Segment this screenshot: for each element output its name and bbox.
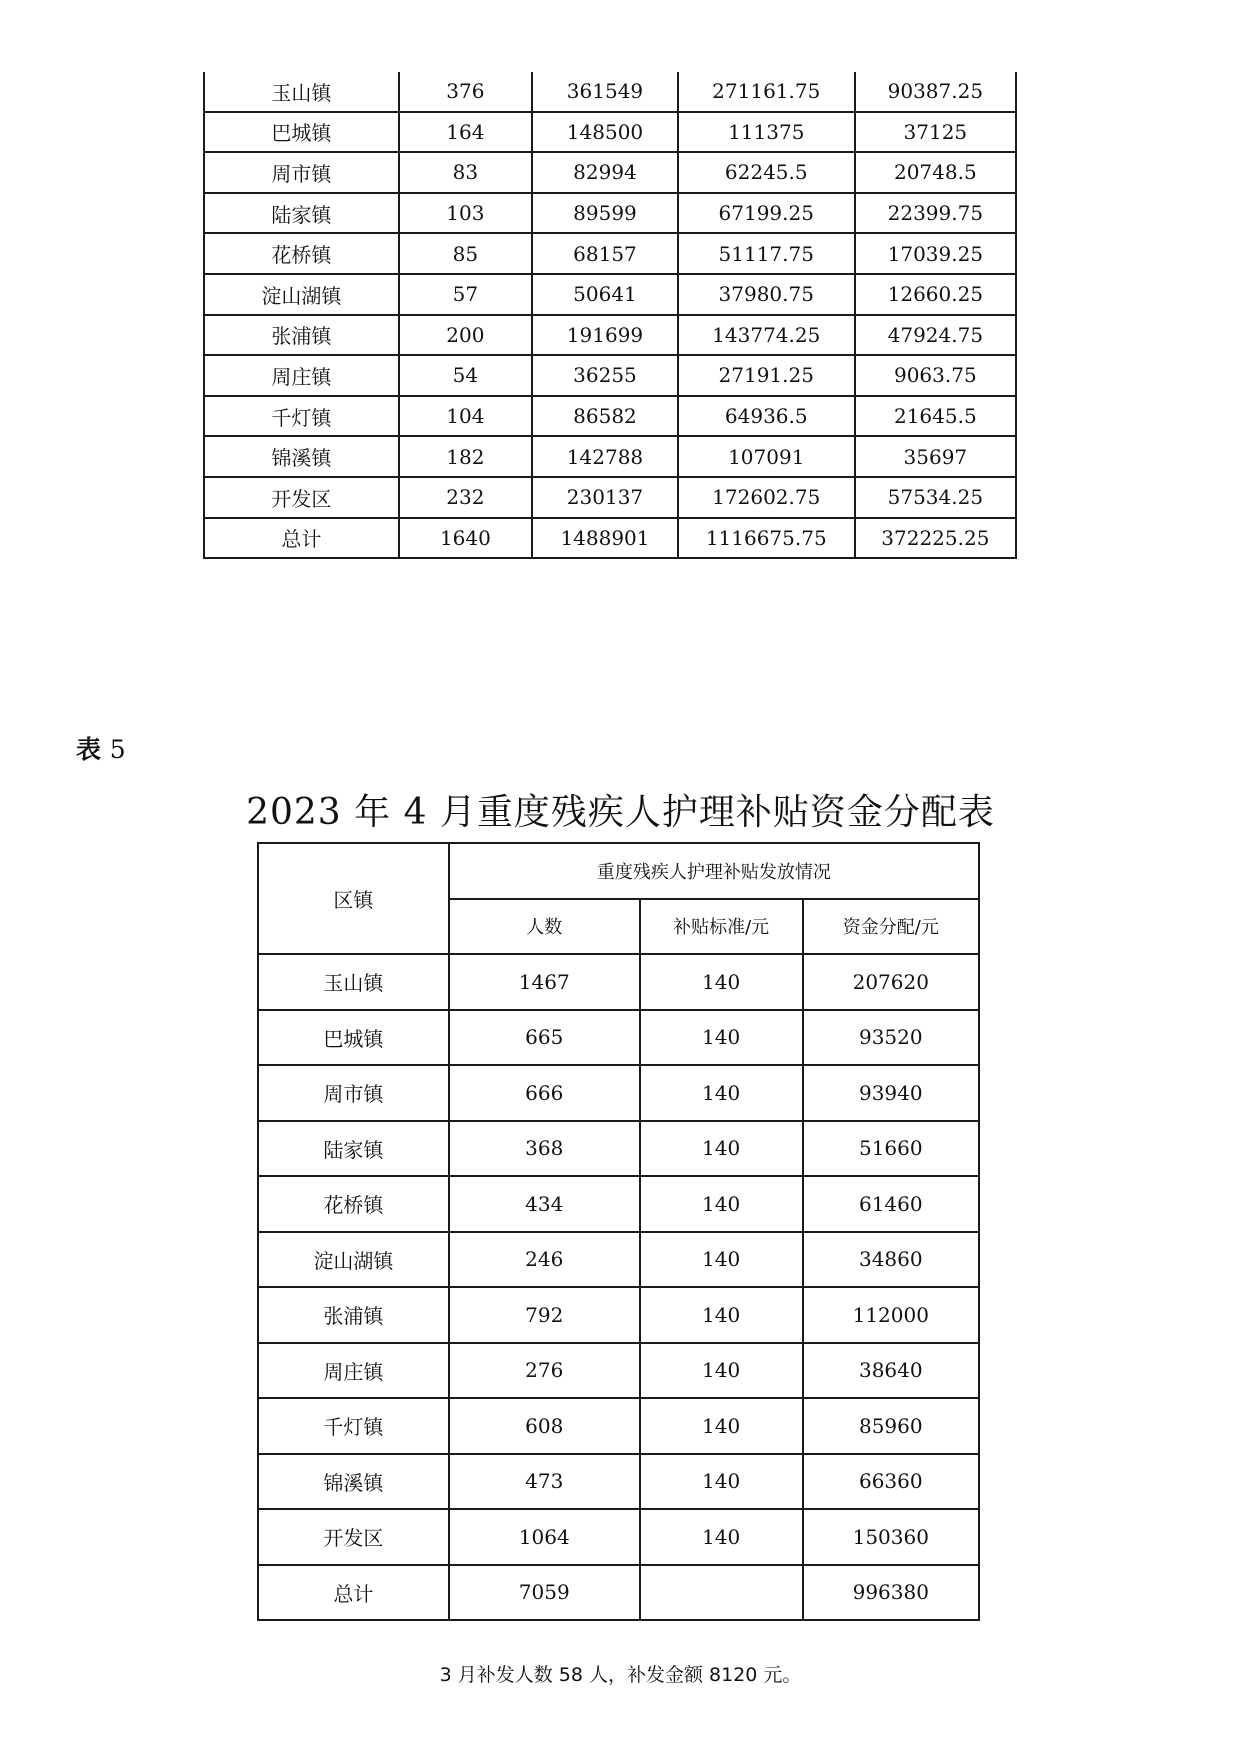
table-cell: 140 xyxy=(640,1176,803,1232)
table-row xyxy=(204,396,1016,437)
table-row xyxy=(258,1010,979,1066)
table-cell: 93940 xyxy=(803,1065,979,1121)
table-cell: 140 xyxy=(640,1509,803,1565)
table-cell: 36255 xyxy=(532,355,678,396)
table-cell: 1116675.75 xyxy=(678,518,855,559)
table-cell: 368 xyxy=(449,1121,640,1177)
table-cell: 35697 xyxy=(855,436,1016,477)
header-people: 人数 xyxy=(449,899,640,955)
table-cell: 85 xyxy=(399,233,532,274)
table-cell: 玉山镇 xyxy=(258,954,449,1010)
table-row xyxy=(258,1121,979,1177)
table-row xyxy=(258,1065,979,1121)
table-cell: 周庄镇 xyxy=(258,1343,449,1399)
table-cell: 51660 xyxy=(803,1121,979,1177)
header-standard: 补贴标准/元 xyxy=(640,899,803,955)
table-cell: 花桥镇 xyxy=(204,233,399,274)
table-row xyxy=(258,1176,979,1232)
table-row xyxy=(204,112,1016,153)
allocation-table-continued xyxy=(203,72,1017,559)
table-cell: 191699 xyxy=(532,315,678,356)
table-cell: 17039.25 xyxy=(855,233,1016,274)
table-cell: 9063.75 xyxy=(855,355,1016,396)
table-label-number: 5 xyxy=(109,735,126,764)
table-cell: 107091 xyxy=(678,436,855,477)
table-cell: 1488901 xyxy=(532,518,678,559)
table-row xyxy=(258,1232,979,1288)
table-row xyxy=(204,233,1016,274)
table-cell: 62245.5 xyxy=(678,152,855,193)
table-cell: 34860 xyxy=(803,1232,979,1288)
table-cell: 锦溪镇 xyxy=(204,436,399,477)
care-subsidy-table-head xyxy=(258,843,979,954)
table-cell: 93520 xyxy=(803,1010,979,1066)
table-cell: 巴城镇 xyxy=(204,112,399,153)
table-cell: 276 xyxy=(449,1343,640,1399)
table-cell: 57534.25 xyxy=(855,477,1016,518)
table-cell: 271161.75 xyxy=(678,72,855,112)
table-cell: 148500 xyxy=(532,112,678,153)
table-cell: 246 xyxy=(449,1232,640,1288)
table-cell: 锦溪镇 xyxy=(258,1454,449,1510)
table-cell: 104 xyxy=(399,396,532,437)
table-row xyxy=(204,152,1016,193)
table-cell: 112000 xyxy=(803,1287,979,1343)
table-cell: 996380 xyxy=(803,1565,979,1621)
table-row xyxy=(204,274,1016,315)
table-cell: 47924.75 xyxy=(855,315,1016,356)
table-cell: 140 xyxy=(640,1010,803,1066)
table-cell: 140 xyxy=(640,1454,803,1510)
table-row xyxy=(258,1398,979,1454)
table-title: 2023 年 4 月重度残疾人护理补贴资金分配表 xyxy=(246,792,995,833)
table-cell: 7059 xyxy=(449,1565,640,1621)
table-cell: 140 xyxy=(640,954,803,1010)
table-cell: 22399.75 xyxy=(855,193,1016,234)
table-cell: 千灯镇 xyxy=(204,396,399,437)
table-cell: 182 xyxy=(399,436,532,477)
table-cell: 51117.75 xyxy=(678,233,855,274)
table-cell: 473 xyxy=(449,1454,640,1510)
table-cell: 103 xyxy=(399,193,532,234)
table-row xyxy=(204,518,1016,559)
table-cell: 陆家镇 xyxy=(258,1121,449,1177)
header-group: 重度残疾人护理补贴发放情况 xyxy=(449,843,979,899)
table-cell: 38640 xyxy=(803,1343,979,1399)
table-label-prefix: 表 xyxy=(76,735,102,764)
table-cell: 66360 xyxy=(803,1454,979,1510)
table-cell: 90387.25 xyxy=(855,72,1016,112)
table-row xyxy=(258,1343,979,1399)
table-cell: 1064 xyxy=(449,1509,640,1565)
table-cell: 开发区 xyxy=(258,1509,449,1565)
table-cell: 周市镇 xyxy=(204,152,399,193)
table-cell: 淀山湖镇 xyxy=(204,274,399,315)
table-row xyxy=(204,436,1016,477)
table-row xyxy=(258,1509,979,1565)
table-cell: 792 xyxy=(449,1287,640,1343)
table-cell: 57 xyxy=(399,274,532,315)
table-cell: 1640 xyxy=(399,518,532,559)
table-cell: 张浦镇 xyxy=(258,1287,449,1343)
table-cell: 27191.25 xyxy=(678,355,855,396)
table-cell: 陆家镇 xyxy=(204,193,399,234)
table-cell: 12660.25 xyxy=(855,274,1016,315)
table-cell: 150360 xyxy=(803,1509,979,1565)
table-row xyxy=(204,72,1016,112)
care-subsidy-table xyxy=(257,842,980,1621)
table-row xyxy=(204,355,1016,396)
table-cell: 86582 xyxy=(532,396,678,437)
table-cell: 434 xyxy=(449,1176,640,1232)
table-cell: 140 xyxy=(640,1232,803,1288)
table-cell: 花桥镇 xyxy=(258,1176,449,1232)
header-district: 区镇 xyxy=(258,843,449,954)
table-cell: 玉山镇 xyxy=(204,72,399,112)
table-cell: 周庄镇 xyxy=(204,355,399,396)
table-cell: 666 xyxy=(449,1065,640,1121)
table-cell: 总计 xyxy=(204,518,399,559)
table-cell: 89599 xyxy=(532,193,678,234)
footnote: 3 月补发人数 58 人，补发金额 8120 元。 xyxy=(439,1664,802,1686)
table-cell: 1467 xyxy=(449,954,640,1010)
table-cell: 164 xyxy=(399,112,532,153)
table-row xyxy=(258,1454,979,1510)
table-cell: 82994 xyxy=(532,152,678,193)
table-row xyxy=(204,477,1016,518)
table-cell: 376 xyxy=(399,72,532,112)
table-cell: 21645.5 xyxy=(855,396,1016,437)
table-cell: 140 xyxy=(640,1287,803,1343)
table-cell: 68157 xyxy=(532,233,678,274)
table-cell: 淀山湖镇 xyxy=(258,1232,449,1288)
table-cell: 周市镇 xyxy=(258,1065,449,1121)
table-cell: 巴城镇 xyxy=(258,1010,449,1066)
table-cell: 142788 xyxy=(532,436,678,477)
table-cell: 50641 xyxy=(532,274,678,315)
table-cell: 361549 xyxy=(532,72,678,112)
table-cell: 64936.5 xyxy=(678,396,855,437)
table-row xyxy=(258,954,979,1010)
allocation-table-continued-body xyxy=(204,72,1016,558)
header-funds: 资金分配/元 xyxy=(803,899,979,955)
table-cell: 111375 xyxy=(678,112,855,153)
table-cell: 372225.25 xyxy=(855,518,1016,559)
table-cell: 开发区 xyxy=(204,477,399,518)
table-cell: 37980.75 xyxy=(678,274,855,315)
table-cell: 140 xyxy=(640,1398,803,1454)
table-cell: 140 xyxy=(640,1343,803,1399)
table-cell: 140 xyxy=(640,1121,803,1177)
table-cell: 总计 xyxy=(258,1565,449,1621)
table-cell: 83 xyxy=(399,152,532,193)
table-row xyxy=(204,193,1016,234)
table-cell: 85960 xyxy=(803,1398,979,1454)
table-cell: 千灯镇 xyxy=(258,1398,449,1454)
table-cell: 54 xyxy=(399,355,532,396)
table-cell: 207620 xyxy=(803,954,979,1010)
table-cell: 230137 xyxy=(532,477,678,518)
table-cell: 143774.25 xyxy=(678,315,855,356)
care-subsidy-table-body xyxy=(258,954,979,1620)
table-cell: 67199.25 xyxy=(678,193,855,234)
table-cell xyxy=(640,1565,803,1621)
header-row xyxy=(258,843,979,899)
table-cell: 608 xyxy=(449,1398,640,1454)
table-cell: 20748.5 xyxy=(855,152,1016,193)
table-cell: 232 xyxy=(399,477,532,518)
table-cell: 61460 xyxy=(803,1176,979,1232)
table-cell: 140 xyxy=(640,1065,803,1121)
table-cell: 37125 xyxy=(855,112,1016,153)
table-cell: 200 xyxy=(399,315,532,356)
table-cell: 172602.75 xyxy=(678,477,855,518)
table-row xyxy=(258,1565,979,1621)
table-row xyxy=(204,315,1016,356)
table-cell: 665 xyxy=(449,1010,640,1066)
table-cell: 张浦镇 xyxy=(204,315,399,356)
table-row xyxy=(258,1287,979,1343)
table-label xyxy=(76,730,126,766)
